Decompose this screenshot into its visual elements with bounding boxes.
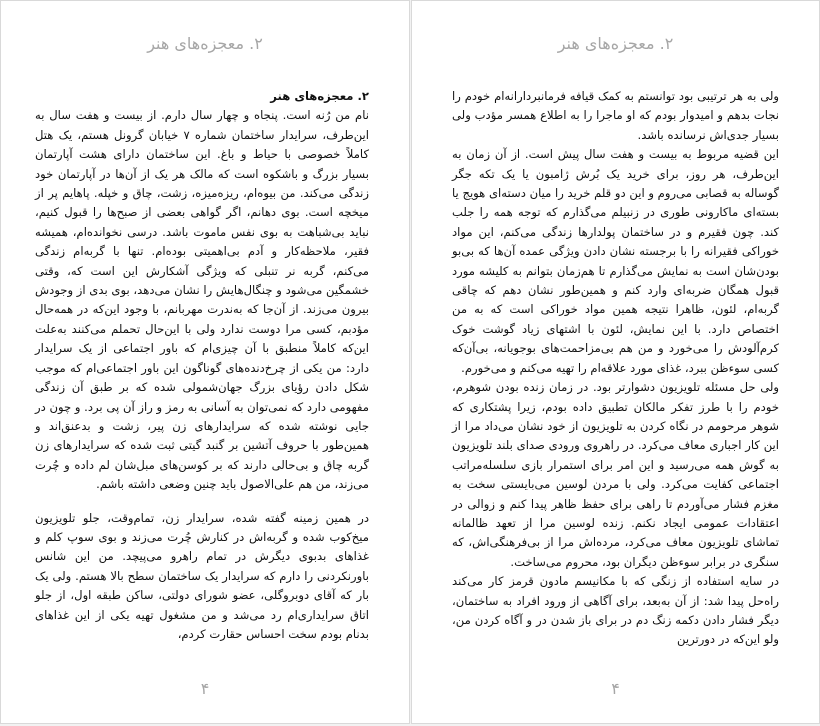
- page-number: ۴: [611, 679, 620, 698]
- right-page: [411, 0, 820, 724]
- page-body: [452, 87, 779, 650]
- left-page: [0, 0, 410, 724]
- chapter-title: ۲. معجزه‌های هنر: [270, 89, 369, 103]
- paragraph: ولی به هر ترتیبی بود توانستم به کمک قیافه فرمانبردارانه‌ام خودم را نجات بدهم و امیدوار بودم که او ماجرا را به اطلاع همسر مؤدب ولی بسیار جدی‌اش نرسانده باشد.: [452, 89, 779, 142]
- running-head: ۲. معجزه‌های هنر: [557, 34, 674, 53]
- paragraph: ولی حل مسئله تلویزیون دشوارتر بود. در زمان زنده بودن شوهرم، خودم را با طرز تفکر مالکان تطبیق داده بودم، زیرا پشتکاری که شوهر مرحومم در نگاه کردن به تلویزیون از خود نشان می‌داد مرا از این کار اجباری معاف می‌کرد. در راهروی ورودی صدای بلند تلویزیون به گوش همه می‌رسید و این امر برای استمرار بازی سلسله‌مراتب اجتماعی کفایت می‌کرد. ولی با مردن لوسین می‌بایستی سخت به مغزم فشار می‌آوردم تا راهی برای حفظ ظاهر پیدا کنم و زوالی در اعتقادات عمومی ایجاد نکنم. زنده لوسین مرا از تعهد ظالمانه تماشای تلویزیون معاف می‌کرد، مرده‌اش مرا از بی‌فرهنگی‌اش، که سنگری در برابر سوءظن دیگران بود، محروم می‌ساخت.: [452, 380, 779, 569]
- paragraph: این قضیه مربوط به بیست و هفت سال پیش است. از آن زمان به این‌طرف، هر روز، برای خرید یک بُرش ژامبون یا یک تکه جگر گوساله به قصابی می‌روم و این دو قلم خرید را میان دسته‌ای هویج یا بسته‌ای ماکارونی طوری در زنبیلم می‌گذارم که توجه همه را جلب کند. چون فقیرم و در ساختمان پولدارها زندگی می‌کنم، این مواد خوراکی فقیرانه را با برجسته نشان دادن ویژگی عمده آن‌ها که بی‌بو بودن‌شان است به نمایش می‌گذارم تا هم‌زمان بتوانم به کلیشه مورد قبول همگان ضربه‌ای وارد کنم و همین‌طور نشان دهم که چاقی گربه‌ام، لئون، ظاهرا نتیجه همین مواد خوراکی است که به من اختصاص دارد. با این نمایش، لئون با اشتهای زیاد گوشت خوک کرم‌آلودش را می‌خورد و من هم بی‌مزاحمت‌های بوجویانه، بی‌آن‌که کسی سوءظن ببرد، غذای مورد علاقه‌ام را تهیه می‌کنم و می‌خورم.: [452, 147, 779, 375]
- paragraph: نام من رُنه است. پنجاه و چهار سال دارم. از بیست و هفت سال به این‌طرف، سرایدار ساختمان شماره ۷ خیابان گرونل هستم، یک هتل کاملاً خصوصی با حیاط و باغ. این ساختمان دارای هشت آپارتمان بسیار بزرگ و باشکوه است که مالک هر یک از آن‌ها در آپارتمان خود زندگی می‌کند. من بیوه‌ام، ریزه‌میزه، زشت، چاق و خپله. پاهایم پر از میخچه است. بوی دهانم، اگر گواهی بعضی از صبح‌ها را قبول کنیم، نباید بی‌شباهت به بوی نفس ماموت باشد. درسی نخوانده‌ام، همیشه فقیر، ملاحظه‌کار و آدم بی‌اهمیتی بوده‌ام. تنها با گربه‌ام زندگی می‌کنم، گربه نر تنبلی که ویژگی آشکارش این است که، وقتی خشمگین می‌شود و چنگال‌هایش را نشان می‌دهد، بوی بدی از وجودش بیرون می‌زند. از آن‌جا که به‌ندرت مهربانم، با وجود این‌که در همه‌حال مؤدبم، کسی مرا دوست ندارد ولی با این‌حال تحملم می‌کنند به‌علت این‌که کاملاً منطبق با آن چیزی‌ام که باور اجتماعی از یک سرایدار دارد: من یکی از چرخ‌دنده‌های گوناگون این باور اجتماعی‌ام که موجب شکل دادن رؤیای بزرگ جهان‌شمولی شده که بر طبق آن زندگی مفهومی دارد که نمی‌توان به آسانی به رمز و راز آن پی برد. و چون در جایی نوشته شده که سرایدارهای زن پیر، زشت و بدعنق‌اند و همین‌طور با حروف آتشین بر گنبد گیتی ثبت شده که سرایدارهای زن گربه چاق و بی‌حالی دارند که بر کوسن‌های مبل‌شان لم داده و چُرت می‌زند، من هم علی‌الاصول باید چنین وضعی داشته باشم.: [35, 108, 369, 492]
- paragraph: در سایه استفاده از زنگی که با مکانیسم مادون قرمز کار می‌کند راه‌حل پیدا شد: از آن به‌بعد، برای آگاهی از ورود افراد به ساختمان، دیگر فشار دادن دکمه زنگ دم در برای باز شدن در و آگاه کردن من، ولو این‌که در دورترین: [452, 574, 779, 647]
- paragraph: در همین زمینه گفته شده، سرایدار زن، تمام‌وقت، جلو تلویزیون میخ‌کوب شده و گربه‌اش در کنارش چُرت می‌زند و بوی سوپ کلم و غذاهای بدبوی دیگرش در تمام راهرو می‌پیچد. من این شانس باورنکردنی را دارم که سرایدار یک ساختمان سطح بالا هستم. ولی یک بار که آقای دوبروگلی، عضو شورای دولتی، ساکن طبقه اول، از جلو اتاق سرایداری‌ام رد می‌شد و من مشغول تهیه یکی از این غذاهای بدنام بودم سخت احساس حقارت کردم،: [35, 510, 369, 641]
- running-head: ۲. معجزه‌های هنر: [147, 34, 263, 53]
- page-number: ۴: [200, 679, 210, 698]
- paragraph-gap: [35, 495, 369, 509]
- page-body: [35, 87, 369, 644]
